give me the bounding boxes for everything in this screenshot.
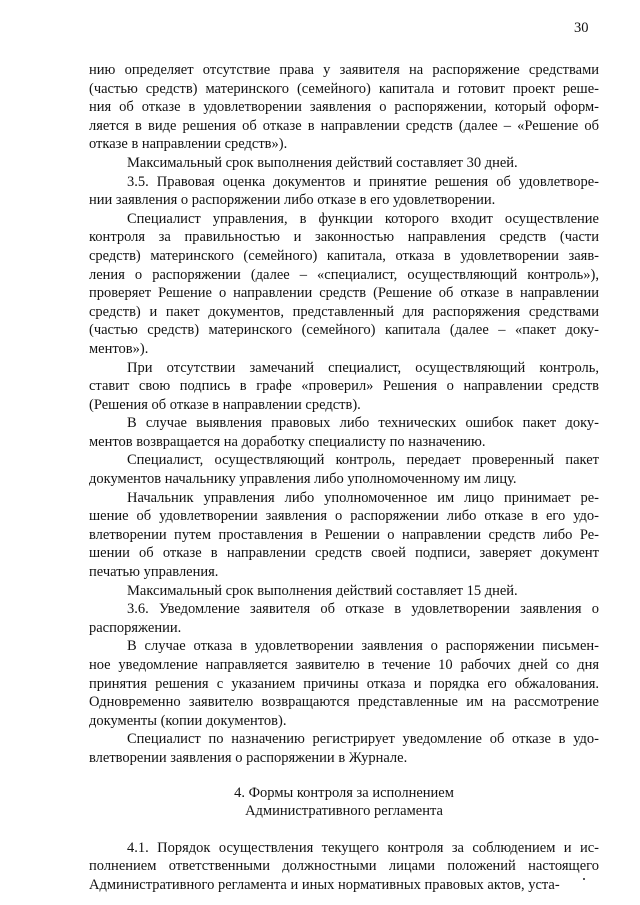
text-line: (Решения об отказе в направлении средств).: [89, 396, 361, 413]
text-line: печатью управления.: [89, 564, 219, 581]
text-line: 3.6. Уведомление заявителя об отказе в удовлетворении заявления о: [127, 601, 599, 618]
paragraphs-after-heading: [89, 839, 599, 895]
text-line: 3.5. Правовая оценка документов и принятие решения об удовлетворе-: [127, 173, 599, 190]
text-line: (частью средств) материнского (семейного) капитала (далее – «пакет доку-: [89, 322, 599, 339]
paragraph: [89, 359, 599, 415]
section-heading-line-1: 4. Формы контроля за исполнением: [234, 784, 454, 801]
text-line: контроля за правильностью и законностью направления средств (части: [89, 229, 599, 246]
paragraph: [89, 173, 599, 210]
paragraph: [89, 582, 599, 601]
text-line: нию определяет отсутствие права у заявителя на распоряжение средствами: [89, 62, 599, 78]
paragraph: [89, 414, 599, 451]
text-line: шение об удовлетворении заявления о распоряжении либо отказе в его удо-: [89, 508, 599, 525]
paragraph: [89, 154, 599, 173]
text-line: ставит свою подпись в графе «проверил» Решения о направлении средств: [89, 378, 599, 395]
text-line: (частью средств) материнского (семейного) капитала и готовит проект реше-: [89, 80, 599, 97]
text-line: ное уведомление направляется заявителю в течение 10 рабочих дней со дня: [89, 657, 599, 673]
text-line: ния об отказе в удовлетворении заявления о распоряжении, который оформ-: [89, 99, 599, 116]
text-line: средств) материнского (семейного) капитала, отказа в удовлетворении заяв-: [89, 247, 599, 264]
text-line: Максимальный срок выполнения действий составляет 30 дней.: [127, 154, 518, 171]
text-line: полнением ответственными должностными лицами положений настоящего: [89, 858, 599, 875]
text-line: влетворении заявления о распоряжении в Журнале.: [89, 749, 408, 766]
paragraph: [89, 489, 599, 582]
text-line: ментов»).: [89, 340, 149, 357]
text-line: шении об отказе в направлении средств своей подписи, заверяет документ: [89, 545, 599, 562]
section-heading: [89, 784, 599, 821]
text-line: Максимальный срок выполнения действий составляет 15 дней.: [127, 582, 518, 599]
text-line: распоряжении.: [89, 619, 182, 636]
document-body: [89, 61, 599, 895]
text-line: В случае выявления правовых либо технических ошибок пакет доку-: [127, 415, 599, 432]
text-line: ления о распоряжении (далее – «специалист, осуществляющий контроль»),: [89, 266, 599, 283]
paragraph: [89, 839, 599, 895]
paragraph: [89, 600, 599, 637]
scan-speck: [583, 878, 585, 880]
text-line: Одновременно заявителю возвращаются представленные им на рассмотрение: [89, 694, 599, 711]
text-line: проверяет Решение о направлении средств (Решение об отказе в направлении: [89, 285, 599, 302]
text-line: документы (копии документов).: [89, 712, 287, 729]
paragraph: [89, 210, 599, 359]
paragraph: [89, 730, 599, 767]
text-line: документов начальнику управления либо уполномоченному им лицу.: [89, 471, 517, 488]
text-line: Административного регламента и иных нормативных правовых актов, уста-: [89, 876, 560, 893]
paragraphs-before-heading: [89, 61, 599, 768]
text-line: ментов возвращается на доработку специалисту по назначению.: [89, 433, 486, 450]
text-line: Специалист управления, в функции которого входит осуществление: [127, 210, 599, 227]
text-line: В случае отказа в удовлетворении заявления о распоряжении письмен-: [127, 638, 599, 655]
text-line: При отсутствии замечаний специалист, осуществляющий контроль,: [127, 359, 599, 376]
text-line: Специалист, осуществляющий контроль, передает проверенный пакет: [127, 452, 599, 469]
page-number: 30: [574, 20, 589, 36]
section-heading-line-2: Административного регламента: [245, 803, 443, 820]
text-line: нии заявления о распоряжении либо отказе в его удовлетворении.: [89, 192, 496, 209]
text-line: 4.1. Порядок осуществления текущего контроля за соблюдением и ис-: [127, 839, 599, 856]
text-line: влетворении путем проставления в Решении о направлении средств либо Ре-: [89, 526, 599, 543]
paragraph: [89, 61, 599, 154]
text-line: ляется в виде решения об отказе в направлении средств (далее – «Решение об: [89, 117, 599, 134]
text-line: Начальник управления либо уполномоченное им лицо принимает ре-: [127, 489, 599, 506]
text-line: принятия решения с указанием причины отказа и порядка его обжалования.: [89, 675, 599, 692]
text-line: средств) и пакет документов, представленный для распоряжения средствами: [89, 303, 599, 320]
paragraph: [89, 637, 599, 730]
text-line: отказе в направлении средств»).: [89, 136, 288, 153]
paragraph: [89, 451, 599, 488]
text-line: Специалист по назначению регистрирует уведомление об отказе в удо-: [127, 731, 599, 748]
